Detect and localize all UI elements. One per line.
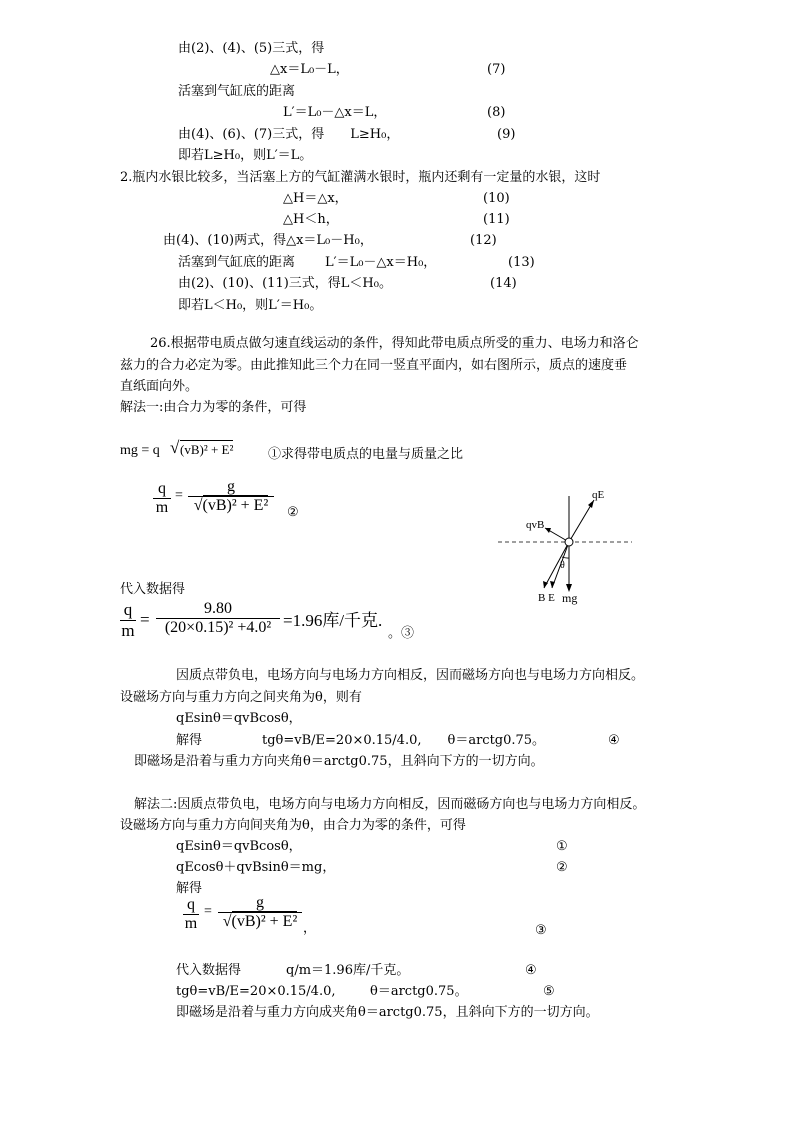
paragraph-line: 因质点带负电，电场方向与电场力方向相反，因而磁场方向也与电场力方向相反。 (176, 668, 645, 683)
equation: L′＝L₀－△x＝H₀， (325, 255, 437, 270)
punctuation: ， (303, 921, 317, 936)
equation: tgθ=vB/E=20×0.15/4.0, θ＝arctg0.75。 (262, 733, 546, 748)
equation-number: 。③ (388, 626, 415, 641)
paragraph-line: 解法二:因质点带负电，电场方向与电场力方向相反，因而磁砀方向也与电场力方向相反。 (134, 797, 646, 812)
numerator: g (227, 478, 235, 495)
numerator: q (158, 480, 166, 497)
equation-number: (7) (487, 62, 506, 77)
equation: L′＝L₀－△x＝L， (283, 105, 387, 120)
result: =1.96库/千克. (283, 611, 383, 630)
equation-number: (8) (487, 105, 506, 120)
text-line: 活塞到气缸底的距离 (178, 84, 296, 99)
equation-number: ④ (608, 733, 620, 748)
charged-particle (565, 538, 573, 546)
equation: tgθ=vB/E=20×0.15/4.0, (176, 984, 336, 999)
label-qE: qE (592, 489, 605, 501)
numerator: q (123, 600, 133, 619)
equation-number: ① (556, 839, 568, 854)
text-line: 即若L≥H₀，则L′＝L。 (178, 148, 313, 163)
conclusion: 即磁场是沿着与重力方向成夹角θ＝arctg0.75，且斜向下方的一切方向。 (176, 1005, 599, 1020)
equation-lhs: mg = q (120, 443, 160, 458)
numerator: g (256, 894, 264, 911)
sqrt-sign: √ (170, 438, 180, 457)
equation-number: (9) (497, 127, 516, 142)
equation: △H＜h， (283, 212, 339, 227)
equation: △H＝△x， (283, 191, 348, 206)
fraction-q-m (153, 480, 171, 517)
denominator: √(vB)² + E² (222, 913, 298, 930)
equals-sign: = (140, 610, 150, 629)
label-theta: θ (560, 560, 565, 571)
equation: qEsinθ＝qvBcosθ， (176, 839, 302, 854)
fraction-q-m (120, 600, 136, 641)
equation-number: (12) (470, 233, 497, 248)
equals-sign: = (204, 904, 212, 919)
equation: qEsinθ＝qvBcosθ， (176, 711, 302, 726)
equation-number: ② (556, 860, 568, 875)
equation-number: (13) (508, 255, 535, 270)
conclusion: 即磁场是沿着与重力方向夹角θ＝arctg0.75，且斜向下方的一切方向。 (134, 754, 544, 769)
numerator: q (187, 896, 195, 913)
paragraph-line: 直纸面向外。 (120, 379, 199, 394)
text-line: 由(2)、(4)、(5)三式，得 (178, 41, 325, 56)
text-line: 即若L＜H₀，则L′＝H₀。 (178, 298, 323, 313)
text-line: 解得 (176, 733, 203, 748)
text-line: 由(4)、(6)、(7)三式，得 L≥H₀， (178, 127, 400, 142)
paragraph-line: 兹力的合力必定为零。由此推知此三个力在同一竖直平面内，如右图所示，质点的速度垂 (120, 358, 628, 373)
denominator: √(vB)² + E² (193, 497, 269, 514)
equation-number: ④ (525, 963, 537, 978)
paragraph-line: 26.根据带电质点做匀速直线运动的条件，得知此带电质点所受的重力、电场力和洛仑 (150, 336, 639, 351)
fraction-g-sqrt (188, 478, 274, 515)
force-diagram (496, 486, 636, 608)
label-BE: B E (538, 592, 555, 604)
fraction-q-m (183, 896, 199, 933)
denominator: m (184, 915, 198, 932)
equation-number: (14) (490, 276, 517, 291)
B-arrow (544, 542, 569, 588)
text-line: 2.瓶内水银比较多，当活塞上方的气缸灌满水银时，瓶内还剩有一定量的水银，这时 (120, 170, 601, 185)
equation: θ＝arctg0.75。 (370, 984, 468, 999)
qE-arrowhead (588, 500, 594, 508)
text-line: 由(2)、(10)、(11)三式，得L＜H₀。 (178, 276, 392, 291)
fraction-numeric (156, 600, 280, 637)
equation-number: ③ (535, 923, 547, 938)
text-line: 代入数据得 (120, 582, 186, 597)
equation-note: ①求得带电质点的电量与质量之比 (268, 447, 464, 462)
denominator: m (155, 499, 169, 516)
equation-number: (11) (483, 212, 510, 227)
denominator: m (121, 621, 135, 640)
label-mg: mg (562, 591, 578, 605)
equation: q/m＝1.96库/千克。 (286, 963, 410, 978)
text-line: 活塞到气缸底的距离 (178, 255, 296, 270)
text-line: 代入数据得 (176, 963, 242, 978)
equals-sign: = (175, 488, 183, 503)
numerator: 9.80 (204, 600, 232, 617)
text-line: 由(4)、(10)两式，得△x＝L₀－H₀， (163, 233, 373, 248)
equation: qEcosθ＋qvBsinθ＝mg， (176, 860, 336, 875)
equation-number: ⑤ (543, 984, 555, 999)
equation-number: (10) (483, 191, 510, 206)
equation-number: ② (287, 505, 299, 520)
E-arrowhead (550, 581, 555, 588)
denominator: (20×0.15)² +4.0² (164, 619, 272, 636)
paragraph-line: 设磁场方向与重力方向之间夹角为θ，则有 (120, 690, 362, 705)
text-line: 解法一:由合力为零的条件，可得 (120, 400, 307, 415)
text-line: 解得 (176, 881, 203, 896)
paragraph-line: 设磁场方向与重力方向间夹角为θ，由合力为零的条件，可得 (120, 818, 466, 833)
equation: △x＝L₀－L， (270, 62, 349, 77)
fraction-g-sqrt (218, 894, 302, 931)
radicand: (vB)² + E² (180, 442, 234, 457)
label-qvB: qvB (526, 519, 545, 531)
